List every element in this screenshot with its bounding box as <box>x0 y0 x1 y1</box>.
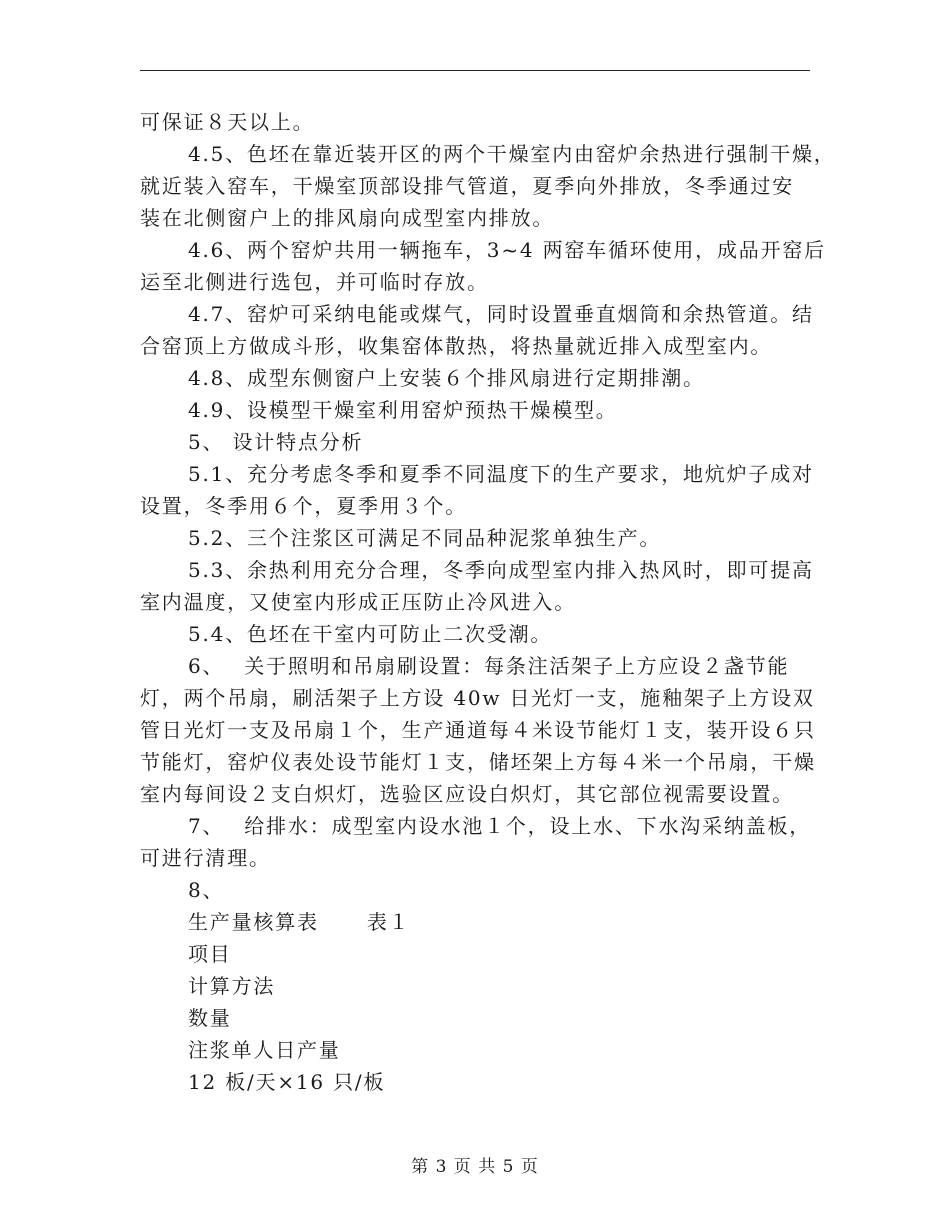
paragraph-5-3: 5.3、余热利用充分合理，冬季向成型室内排入热风时，即可提高 <box>188 558 814 582</box>
page-number-footer: 第 3 页 共 5 页 <box>411 1157 539 1177</box>
paragraph-line: 灯，两个吊扇，刷活架子上方设 40w 日光灯一支，施釉架子上方设双 <box>140 686 815 710</box>
paragraph-4-7: 4.7、窑炉可采纳电能或煤气，同时设置垂直烟筒和余热管道。结 <box>188 302 814 326</box>
paragraph-line: 室内温度，又使室内形成正压防止冷风进入。 <box>140 590 576 614</box>
paragraph-4-9: 4.9、设模型干燥室利用窑炉预热干燥模型。 <box>188 398 618 422</box>
paragraph-line: 室内每间设２支白炽灯，选验区应设白炽灯，其它部位视需要设置。 <box>140 782 794 806</box>
paragraph-4-8: 4.8、成型东侧窗户上安装６个排风扇进行定期排潮。 <box>188 366 705 390</box>
paragraph-line: 管日光灯一支及吊扇１个，生产通道每４米设节能灯１支，装开设６只 <box>140 718 816 742</box>
paragraph-4-5: 4.5、色坯在靠近装开区的两个干燥室内由窑炉余热进行强制干燥， <box>188 142 836 166</box>
table-cell-item: 项目 <box>188 942 232 966</box>
table-cell-quantity: 数量 <box>188 1006 232 1030</box>
paragraph-line: 运至北侧进行选包，并可临时存放。 <box>140 270 489 294</box>
section-heading-5: 5、 设计特点分析 <box>188 430 364 454</box>
paragraph-line: 合窑顶上方做成斗形，收集窑体散热，将热量就近排入成型室内。 <box>140 334 773 358</box>
table-cell-formula: 12 板/天×16 只/板 <box>188 1070 386 1094</box>
paragraph-line: 节能灯，窑炉仪表处设节能灯１支，储坯架上方每４米一个吊扇，干燥 <box>140 750 816 774</box>
section-8-heading: 8、 <box>188 878 225 902</box>
table-caption <box>140 906 812 938</box>
table-label: 表１ <box>366 910 411 934</box>
section-7-water: 7、 给排水：成型室内设水池１个，设上水、下水沟采纳盖板， <box>188 814 812 838</box>
paragraph-5-1: 5.1、充分考虑冬季和夏季不同温度下的生产要求，地炕炉子成对 <box>188 462 814 486</box>
section-6-lighting: 6、 关于照明和吊扇刷设置：每条注活架子上方应设２盏节能 <box>188 654 790 678</box>
paragraph-line: 设置，冬季用６个，夏季用３个。 <box>140 494 467 518</box>
table-cell-row-label: 注浆单人日产量 <box>188 1038 341 1062</box>
paragraph-4-6: 4.6、两个窑炉共用一辆拖车，3~4 两窑车循环使用，成品开窑后 <box>188 238 826 262</box>
paragraph-line: 可保证８天以上。 <box>140 110 315 134</box>
paragraph-5-4: 5.4、色坯在干室内可防止二次受潮。 <box>188 622 553 646</box>
table-cell-method: 计算方法 <box>188 974 276 998</box>
paragraph-line: 可进行清理。 <box>140 846 271 870</box>
paragraph-line: 装在北侧窗户上的排风扇向成型室内排放。 <box>140 206 555 230</box>
paragraph-5-2: 5.2、三个注浆区可满足不同品种泥浆单独生产。 <box>188 526 662 550</box>
paragraph-line: 就近装入窑车，干燥室顶部设排气管道，夏季向外排放，冬季通过安 <box>140 174 794 198</box>
document-body <box>140 106 836 1098</box>
table-title: 生产量核算表 <box>188 910 319 934</box>
header-rule <box>140 70 810 71</box>
